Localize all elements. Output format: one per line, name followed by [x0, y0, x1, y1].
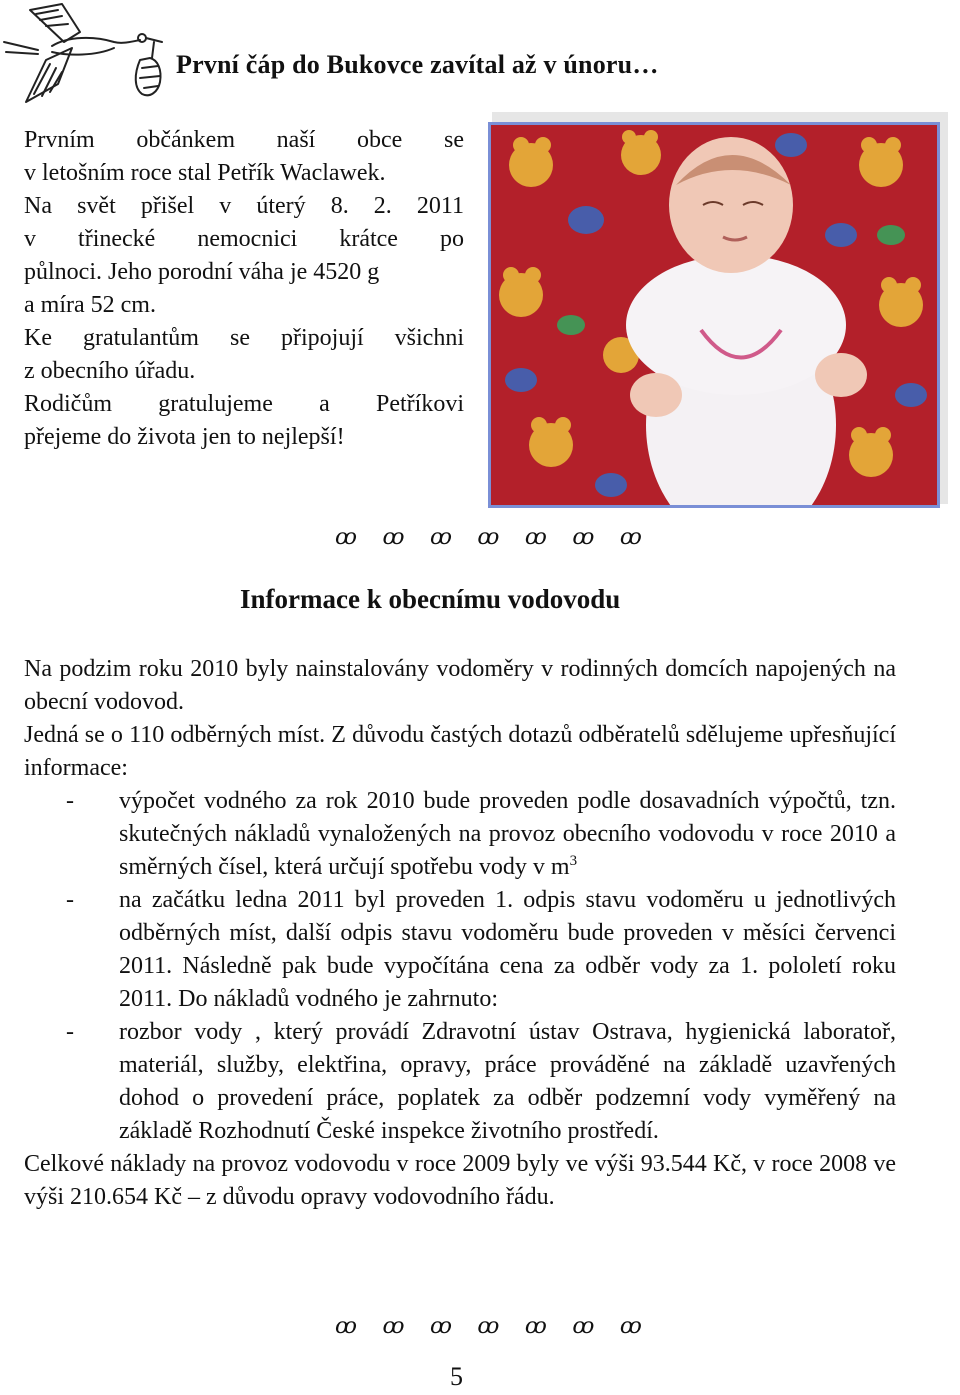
- text-line: Na svět přišel v úterý 8. 2. 2011: [24, 193, 464, 219]
- text-line: Prvním občánkem naší obce se: [24, 127, 464, 153]
- ornament-divider: ꝏ ꝏ ꝏ ꝏ ꝏ ꝏ ꝏ: [335, 524, 652, 549]
- text-line: Rodičům gratulujeme a Petříkovi: [24, 391, 464, 417]
- baby-photo-image: [491, 125, 937, 505]
- list-item: [24, 785, 896, 884]
- article-title-first-stork: První čáp do Bukovce zavítal až v únoru…: [176, 50, 659, 79]
- article-birth-announcement: [24, 124, 464, 454]
- text-line: v letošním roce stal Petřík Waclawek.: [24, 160, 386, 186]
- text-line: v třinecké nemocnici krátce po: [24, 226, 464, 252]
- paragraph-info: Jedná se o 110 odběrných míst. Z důvodu častých dotazů odběratelů sdělujeme upřesňující informace:: [24, 722, 896, 781]
- ornament-divider: ꝏ ꝏ ꝏ ꝏ ꝏ ꝏ ꝏ: [335, 1313, 652, 1338]
- text-line: z obecního úřadu.: [24, 358, 196, 384]
- list-item: [24, 1016, 896, 1148]
- list-item-text: na začátku ledna 2011 byl proveden 1. odpis stavu vodoměru u jednotlivých odběrných míst, další odpis stavu vodoměru bude proveden v měsíci červenci 2011. Následně pak bude vypočítána cena za odběr vody za 1. pololetí roku 2011. Do nákladů vodného je zahrnuto:: [119, 887, 896, 1012]
- page-number: 5: [450, 1362, 463, 1391]
- text-line: přejeme do života jen to nejlepší!: [24, 424, 345, 450]
- list-item-text: rozbor vody , který provádí Zdravotní ústav Ostrava, hygienická laboratoř, materiál, služby, elektřina, opravy, práce prováděné na základě uzavřených dohod o provedení práce, poplatek za odběr podzemní vody vyměřený na základě Rozhodnutí České inspekce životního prostředí.: [119, 1019, 896, 1144]
- article-water-supply: [24, 653, 896, 1214]
- baby-photo: [488, 122, 940, 508]
- list-item: [24, 884, 896, 1016]
- article-title-water-supply: Informace k obecnímu vodovodu: [240, 584, 621, 614]
- bullet-dash: -: [66, 788, 74, 814]
- text-line: Ke gratulantům se připojují všichni: [24, 325, 464, 351]
- list-item-text: výpočet vodného za rok 2010 bude proveden podle dosavadních výpočtů, tzn. skutečných nákladů vynaložených na provoz obecního vodovodu v roce 2010 a směrných čísel, která určují spotřebu vody v m: [119, 788, 896, 880]
- paragraph-intro: Na podzim roku 2010 byly nainstalovány vodoměry v rodinných domcích napojených na obecní vodovod.: [24, 656, 896, 715]
- text-line: půlnoci. Jeho porodní váha je 4520 g: [24, 259, 380, 285]
- bullet-dash: -: [66, 887, 74, 913]
- text-line: a míra 52 cm.: [24, 292, 156, 318]
- stork-logo: [2, 2, 164, 124]
- superscript: 3: [569, 853, 578, 869]
- paragraph-closing: Celkové náklady na provoz vodovodu v roce 2009 byly ve výši 93.544 Kč, v roce 2008 ve výši 210.654 Kč – z důvodu opravy vodovodního řádu.: [24, 1151, 896, 1210]
- bullet-dash: -: [66, 1019, 74, 1045]
